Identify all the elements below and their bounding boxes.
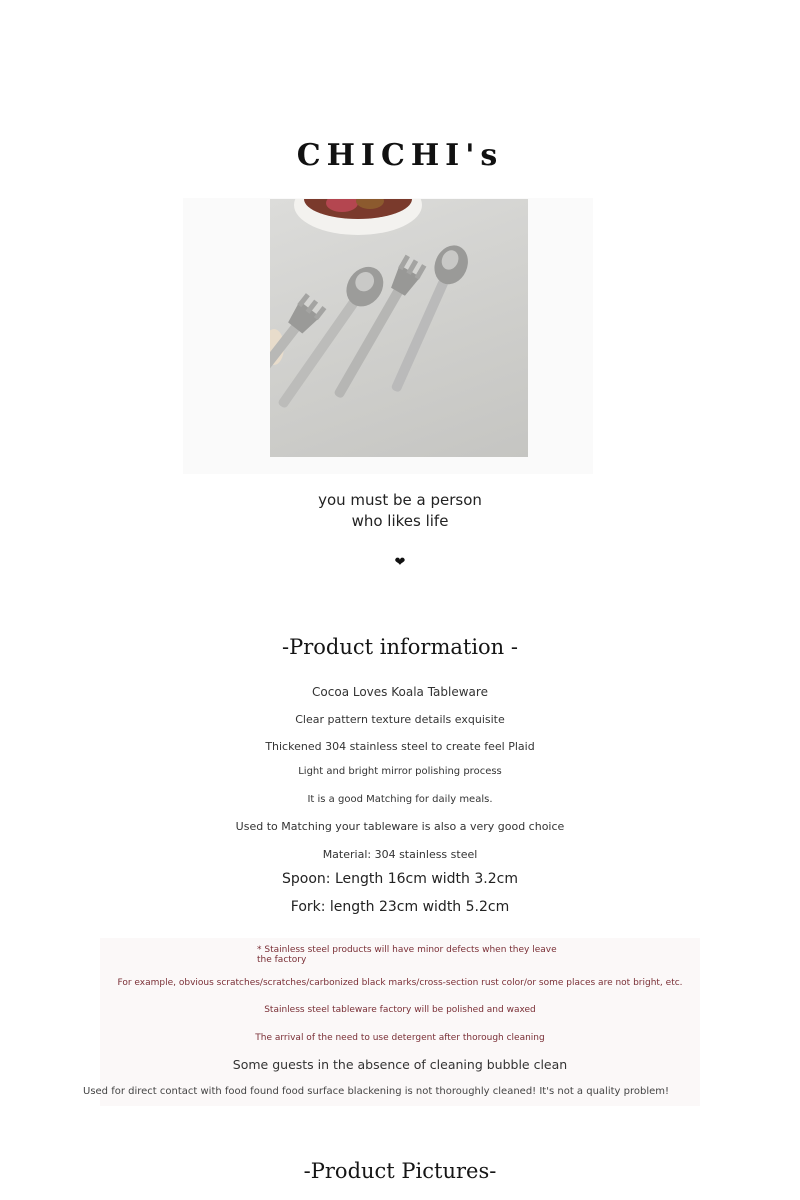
info-material: Material: 304 stainless steel: [322, 848, 478, 861]
notice-line-4: The arrival of the need to use detergent after thorough cleaning: [255, 1033, 545, 1043]
tagline-line-1: you must be a person: [318, 491, 482, 509]
fork-dimensions: Fork: length 23cm width 5.2cm: [290, 899, 510, 915]
hero-product-image: [270, 199, 528, 457]
notice-line-6: Used for direct contact with food found food surface blackening is not thoroughly cleaned! It's not a quality problem!: [83, 1086, 669, 1097]
product-pictures-title: -Product Pictures-: [303, 1159, 497, 1183]
spoon-dimensions: Spoon: Length 16cm width 3.2cm: [282, 871, 518, 887]
info-line-2: Clear pattern texture details exquisite: [295, 713, 505, 726]
notice-line-1b: the factory: [257, 955, 307, 965]
info-line-1: Cocoa Loves Koala Tableware: [312, 685, 488, 699]
product-information-title: -Product information -: [282, 635, 518, 659]
notice-line-3: Stainless steel tableware factory will be polished and waxed: [264, 1005, 536, 1015]
brand-title: CHICHI's: [296, 138, 504, 173]
notice-line-1a: * Stainless steel products will have minor defects when they leave: [257, 945, 557, 955]
info-line-5: It is a good Matching for daily meals.: [307, 794, 493, 805]
notice-line-1: [257, 945, 557, 965]
notice-line-5: Some guests in the absence of cleaning bubble clean: [232, 1057, 568, 1072]
info-line-3: Thickened 304 stainless steel to create feel Plaid: [265, 740, 535, 753]
cutlery-illustration: [270, 199, 528, 457]
heart-icon: ❤: [394, 555, 406, 570]
info-line-6: Used to Matching your tableware is also a very good choice: [235, 820, 565, 833]
info-line-4: Light and bright mirror polishing process: [298, 766, 502, 777]
notice-line-2: For example, obvious scratches/scratches/carbonized black marks/cross-section rust color/or some places are not bright, etc.: [117, 978, 683, 988]
tagline: [0, 490, 800, 532]
tagline-line-2: who likes life: [351, 512, 449, 530]
